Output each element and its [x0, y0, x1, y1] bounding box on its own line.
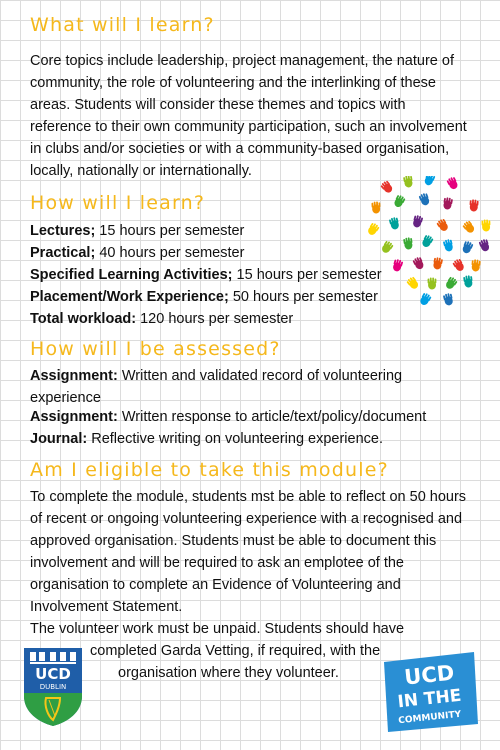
row-value: Reflective writing on volunteering experience.: [87, 431, 384, 447]
row-label: Specified Learning Activities;: [30, 267, 233, 283]
assessment-row-response: [30, 406, 426, 428]
row-label: Lectures;: [30, 223, 96, 239]
row-label: Total workload:: [30, 311, 137, 327]
svg-text:COMMUNITY: COMMUNITY: [397, 709, 462, 727]
heading-how-will-i-learn: How will I learn?: [30, 192, 206, 214]
eligibility-vetting-line: completed Garda Vetting, if required, with the: [90, 643, 381, 659]
row-label: Assignment:: [30, 409, 118, 425]
row-value: 15 hours per semester: [95, 223, 245, 239]
ucd-crest-logo: [22, 646, 84, 728]
svg-text:DUBLIN: DUBLIN: [39, 683, 67, 691]
svg-text:IN THE: IN THE: [396, 685, 463, 713]
eligibility-organisation-line: organisation where they volunteer.: [118, 665, 339, 681]
heading-how-will-i-be-assessed: How will I be assessed?: [30, 338, 281, 360]
row-label: Placement/Work Experience;: [30, 289, 229, 305]
svg-text:UCD: UCD: [35, 665, 71, 683]
eligibility-unpaid-line: The volunteer work must be unpaid. Students should have: [30, 621, 405, 637]
workload-row-placement: [30, 286, 378, 308]
assessment-row-journal: [30, 428, 383, 450]
row-label: Journal:: [30, 431, 88, 447]
row-label: Assignment:: [30, 368, 118, 384]
workload-row-specified-activities: [30, 264, 382, 286]
workload-row-lectures: [30, 220, 244, 242]
row-value: Written and validated record of volunteering experience: [30, 368, 403, 406]
row-value: 15 hours per semester: [232, 267, 382, 283]
workload-row-total: [30, 308, 293, 330]
learn-paragraph: Core topics include leadership, project management, the nature of community, the role of volunteering and the interlinking of these areas. Students will consider these themes and topics with reference to their own community participation, such an involvement in clubs and/or societies or with a community-based organisation, locally, nationally or internationally.: [30, 53, 467, 179]
svg-text:UCD: UCD: [403, 660, 456, 690]
row-value: 40 hours per semester: [95, 245, 245, 261]
heading-am-i-eligible: Am I eligible to take this module?: [30, 459, 389, 481]
ucd-in-the-community-badge: [380, 652, 480, 734]
heading-what-will-i-learn: What will I learn?: [30, 14, 215, 36]
hands-illustration: [368, 176, 496, 306]
row-value: Written response to article/text/policy/document: [117, 409, 427, 425]
row-value: 120 hours per semester: [136, 311, 294, 327]
eligibility-paragraph: To complete the module, students mst be able to reflect on 50 hours of recent or ongoing volunteering experience with a recognised and approved organisation. Students must be able to document this involvement and will be required to ask an emplotee of the organisation to complete an Evidence of Volunteering and Involvement Statement.: [30, 489, 467, 615]
assessment-row-record: [30, 365, 450, 409]
row-value: 50 hours per semester: [228, 289, 378, 305]
row-label: Practical;: [30, 245, 96, 261]
workload-row-practical: [30, 242, 244, 264]
